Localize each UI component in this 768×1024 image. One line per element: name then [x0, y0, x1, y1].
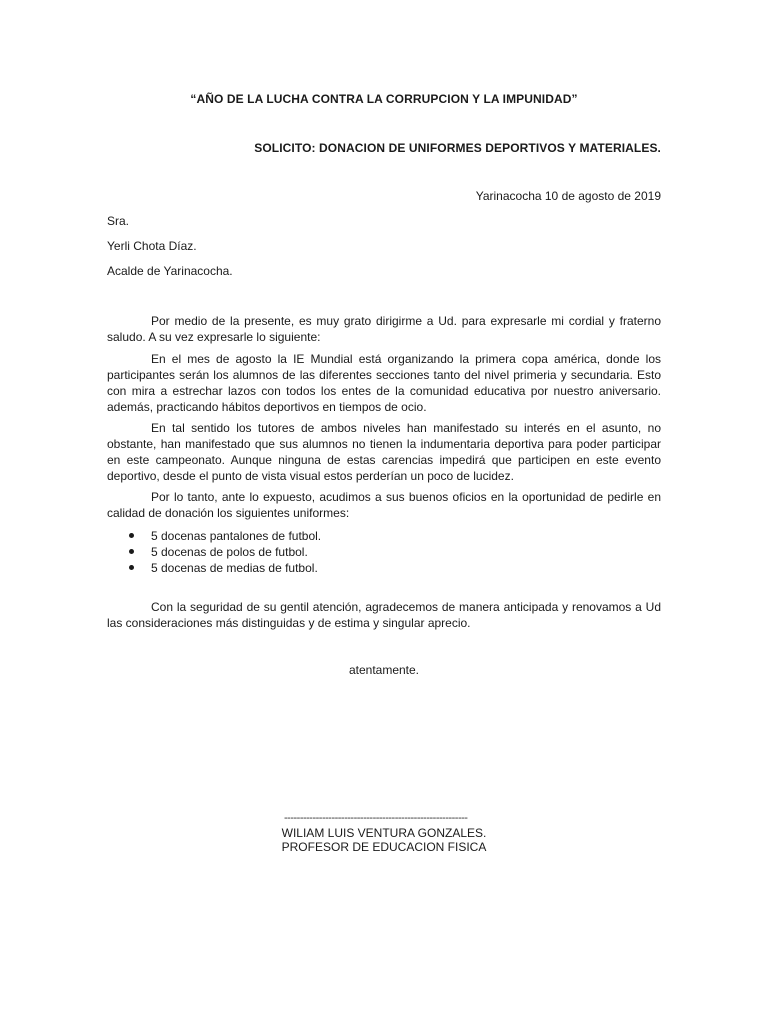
- body-paragraph-3-text: En tal sentido los tutores de ambos niveles han manifestado su interés en el asunto, no obstante, han manifestado que sus alumnos no tienen la indumentaria deportiva para poder participar en este campeonato. Aunque ninguna de estas carencias impedirá que participen en este evento deportivo, desde el punto de vista visual estos perderían un poco de lucidez.: [107, 421, 661, 483]
- bullet-icon: [129, 565, 134, 570]
- body-paragraph-4: [107, 489, 661, 521]
- body-paragraph-5-text: Con la seguridad de su gentil atención, agradecemos de manera anticipada y renovamos a Ud las consideraciones más distinguidas y de estima y singular aprecio.: [107, 600, 661, 630]
- bullet-icon: [129, 549, 134, 554]
- list-item-text: 5 docenas de medias de futbol.: [151, 561, 318, 575]
- document-year-title: “AÑO DE LA LUCHA CONTRA LA CORRUPCION Y LA IMPUNIDAD”: [190, 92, 578, 106]
- recipient-salutation: Sra.: [107, 214, 130, 228]
- list-item-text: 5 docenas de polos de futbol.: [151, 545, 308, 559]
- body-paragraph-4-text: Por lo tanto, ante lo expuesto, acudimos a sus buenos oficios en la oportunidad de pedirle en calidad de donación los siguientes uniformes:: [107, 490, 661, 520]
- request-subject: SOLICITO: DONACION DE UNIFORMES DEPORTIVOS Y MATERIALES.: [254, 141, 661, 155]
- list-item: [107, 528, 321, 544]
- list-item: [107, 544, 321, 560]
- body-paragraph-5: [107, 599, 661, 631]
- signer-name: WILIAM LUIS VENTURA GONZALES.: [281, 826, 487, 840]
- letter-date: Yarinacocha 10 de agosto de 2019: [475, 189, 661, 203]
- list-item-text: 5 docenas pantalones de futbol.: [151, 529, 322, 543]
- closing-phrase: atentamente.: [348, 663, 420, 677]
- list-item: [107, 560, 321, 576]
- body-paragraph-1-text: Por medio de la presente, es muy grato dirigirme a Ud. para expresarle mi cordial y fraterno saludo. A su vez expresarle lo siguiente:: [107, 314, 661, 344]
- signature-line: ----------------------------------------------------------: [284, 812, 468, 824]
- recipient-name: Yerli Chota Díaz.: [107, 239, 197, 253]
- body-paragraph-3: [107, 420, 661, 484]
- signer-role: PROFESOR DE EDUCACION FISICA: [281, 840, 487, 854]
- uniform-list: [107, 528, 321, 576]
- body-paragraph-1: [107, 313, 661, 345]
- body-paragraph-2-text: En el mes de agosto la IE Mundial está organizando la primera copa américa, donde los participantes serán los alumnos de las diferentes secciones tanto del nivel primeria y secundaria. Esto con mira a estrechar lazos con todos los entes de la comunidad educativa por nuestro aniversario. además, practicando hábitos deportivos en tiempos de ocio.: [107, 352, 661, 414]
- bullet-icon: [129, 533, 134, 538]
- body-paragraph-2: [107, 351, 661, 415]
- recipient-title: Acalde de Yarinacocha.: [107, 264, 233, 278]
